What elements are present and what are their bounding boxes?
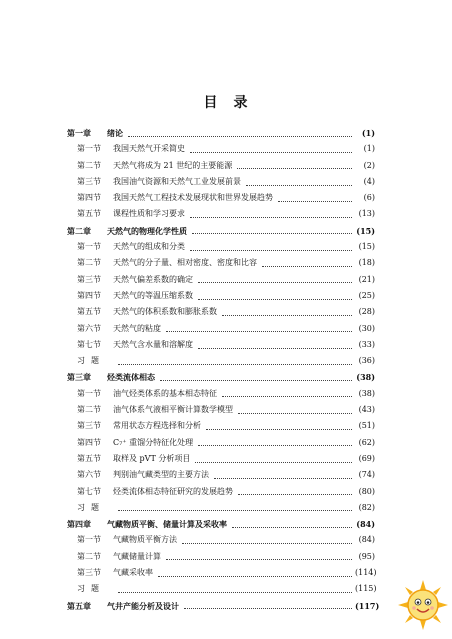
toc-dot-leader <box>246 179 352 186</box>
toc-entry-number: 第二章 <box>67 225 91 236</box>
toc-entry-number: 第六节 <box>77 323 101 333</box>
toc-dot-leader <box>232 521 352 528</box>
toc-entry-title: 气藏物质平衡方法 <box>113 535 177 545</box>
toc-entry-title: 气藏储量计算 <box>113 551 161 561</box>
toc-dot-leader <box>198 293 352 300</box>
toc-page-number: (82) <box>358 502 375 512</box>
toc-exercise-row <box>67 500 375 516</box>
smiling-sun-icon <box>398 580 448 630</box>
toc-page-number: (38) <box>358 388 375 398</box>
toc-page-number: (21) <box>358 274 375 284</box>
toc-page-number: (15) <box>356 225 375 236</box>
toc-section-row <box>67 288 375 304</box>
toc-page-number: (4) <box>363 176 375 186</box>
toc-page-number: (36) <box>358 356 375 366</box>
toc-entry-title: 取样及 pVT 分析项目 <box>113 453 191 463</box>
toc-dot-leader <box>166 325 352 332</box>
toc-entry-title: 我国油气资源和天然气工业发展前景 <box>113 176 241 186</box>
toc-dot-leader <box>192 227 352 234</box>
toc-exercise-row <box>67 581 375 597</box>
toc-chapter-row <box>67 223 375 239</box>
toc-page-number: (80) <box>358 486 375 496</box>
toc-entry-number: 第二节 <box>77 405 101 415</box>
toc-entry-title: 我国天然气工程技术发展现状和世界发展趋势 <box>113 193 273 203</box>
toc-dot-leader <box>118 358 352 365</box>
toc-page-number: (2) <box>363 160 375 170</box>
toc-entry-title: 天然气的分子量、相对密度、密度和比容 <box>113 258 257 268</box>
toc-entry-title: 油气烃类体系的基本相态特征 <box>113 388 217 398</box>
toc-page-number: (84) <box>356 519 375 530</box>
toc-dot-leader <box>190 211 352 218</box>
toc-section-row <box>67 141 375 157</box>
toc-dot-leader <box>238 407 352 414</box>
toc-entry-number: 第三节 <box>77 421 101 431</box>
toc-entry-number: 第一节 <box>77 242 101 252</box>
toc-dot-leader <box>238 488 352 495</box>
toc-chapter-row <box>67 125 375 141</box>
toc-entry-title: 天然气的等温压缩系数 <box>113 290 193 300</box>
toc-section-row <box>67 532 375 548</box>
toc-dot-leader <box>206 423 352 430</box>
toc-entry-title: 天然气的粘度 <box>113 323 161 333</box>
toc-section-row <box>67 402 375 418</box>
toc-dot-leader <box>158 570 352 577</box>
toc-page-number: (18) <box>358 258 375 268</box>
toc-dot-leader <box>182 537 352 544</box>
toc-dot-leader <box>278 195 352 202</box>
toc-dot-leader <box>118 504 352 511</box>
toc-page-number: (33) <box>358 339 375 349</box>
toc-entry-title: 课程性质和学习要求 <box>113 209 185 219</box>
toc-entry-title: 油气体系气液相平衡计算数学模型 <box>113 405 233 415</box>
toc-dot-leader <box>222 390 352 397</box>
toc-dot-leader <box>166 553 352 560</box>
toc-section-row <box>67 435 375 451</box>
toc-entry-number: 第五节 <box>77 307 101 317</box>
toc-dot-leader <box>214 472 352 479</box>
toc-page-number: (13) <box>358 209 375 219</box>
toc-dot-leader <box>128 130 352 137</box>
toc-entry-number: 第四节 <box>77 437 101 447</box>
toc-entry-title: 天然气含水量和溶解度 <box>113 339 193 349</box>
toc-dot-leader <box>198 439 352 446</box>
toc-section-row <box>67 321 375 337</box>
toc-section-row <box>67 451 375 467</box>
toc-entry-title: 烃类流体相态特征研究的发展趋势 <box>113 486 233 496</box>
toc-dot-leader <box>222 309 352 316</box>
toc-page-number: (51) <box>358 421 375 431</box>
toc-exercise-row <box>67 353 375 369</box>
toc-page-number: (25) <box>358 290 375 300</box>
toc-entry-title: 天然气的物理化学性质 <box>107 225 187 236</box>
toc-page-number: (69) <box>358 453 375 463</box>
toc-entry-title: 我国天然气开采简史 <box>113 144 185 154</box>
toc-entry-title: 常用状态方程选择和分析 <box>113 421 201 431</box>
toc-page-number: (95) <box>358 551 375 561</box>
toc-entry-number: 第一节 <box>77 144 101 154</box>
toc-entry-number: 第四节 <box>77 290 101 300</box>
toc-page-number: (1) <box>361 128 375 138</box>
toc-page-number: (15) <box>358 242 375 252</box>
toc-entry-title: 天然气将成为 21 世纪的主要能源 <box>113 160 233 170</box>
toc-entry-number: 第二节 <box>77 258 101 268</box>
toc-entry-number: 第三节 <box>77 274 101 284</box>
toc-page-number: (114) <box>355 568 377 578</box>
toc-entry-title: 天然气偏差系数的确定 <box>113 274 193 284</box>
toc-entry-number: 第一章 <box>67 128 91 138</box>
toc-entry-title: 绪论 <box>107 128 123 138</box>
toc-section-row <box>67 565 375 581</box>
toc-entry-number: 习题 <box>77 356 105 366</box>
toc-section-row <box>67 418 375 434</box>
toc-dot-leader <box>195 456 352 463</box>
toc-chapter-row <box>67 369 375 385</box>
toc-dot-leader <box>237 162 352 169</box>
toc-dot-leader <box>198 276 352 283</box>
toc-page-number: (1) <box>363 144 375 154</box>
toc-section-row <box>67 304 375 320</box>
toc-entry-title: 天然气的体积系数和膨胀系数 <box>113 307 217 317</box>
toc-dot-leader <box>262 260 352 267</box>
toc-section-row <box>67 158 375 174</box>
toc-dot-leader <box>118 586 352 593</box>
toc-section-row <box>67 549 375 565</box>
toc-dot-leader <box>198 342 352 349</box>
toc-chapter-row <box>67 516 375 532</box>
table-of-contents <box>67 125 380 614</box>
toc-page-number: (28) <box>358 307 375 317</box>
toc-section-row <box>67 190 375 206</box>
toc-entry-number: 第五章 <box>67 600 91 611</box>
toc-section-row <box>67 174 375 190</box>
toc-entry-number: 第五节 <box>77 209 101 219</box>
toc-entry-number: 第四节 <box>77 193 101 203</box>
toc-dot-leader <box>190 244 352 251</box>
toc-page-number: (62) <box>358 437 375 447</box>
toc-section-row <box>67 272 375 288</box>
toc-section-row <box>67 206 375 222</box>
toc-section-row <box>67 386 375 402</box>
toc-entry-title: C₇⁺ 重馏分特征化处理 <box>113 437 194 447</box>
toc-page-number: (84) <box>358 535 375 545</box>
toc-entry-number: 习题 <box>77 502 105 512</box>
toc-entry-number: 习题 <box>77 584 105 594</box>
page-title: 目 录 <box>203 95 249 111</box>
toc-entry-number: 第六节 <box>77 470 101 480</box>
toc-section-row <box>67 337 375 353</box>
toc-entry-number: 第四章 <box>67 519 91 530</box>
toc-entry-number: 第一节 <box>77 535 101 545</box>
toc-entry-number: 第一节 <box>77 388 101 398</box>
toc-entry-title: 判别油气藏类型的主要方法 <box>113 470 209 480</box>
toc-section-row <box>67 467 375 483</box>
toc-entry-title: 气井产能分析及设计 <box>107 600 179 611</box>
toc-page-number: (6) <box>363 193 375 203</box>
toc-entry-number: 第三章 <box>67 372 91 383</box>
toc-entry-title: 气藏物质平衡、储量计算及采收率 <box>107 519 227 530</box>
toc-entry-title: 烃类流体相态 <box>107 372 155 383</box>
toc-section-row <box>67 484 375 500</box>
toc-chapter-row <box>67 598 380 614</box>
toc-entry-number: 第三节 <box>77 568 101 578</box>
toc-section-row <box>67 239 375 255</box>
toc-page-number: (115) <box>355 584 377 594</box>
toc-entry-title: 气藏采收率 <box>113 568 153 578</box>
toc-dot-leader <box>184 602 352 609</box>
toc-section-row <box>67 255 375 271</box>
toc-page-number: (117) <box>355 600 380 611</box>
toc-page-number: (74) <box>358 470 375 480</box>
toc-dot-leader <box>160 374 352 381</box>
toc-entry-number: 第二节 <box>77 551 101 561</box>
toc-page-number: (30) <box>358 323 375 333</box>
toc-entry-number: 第三节 <box>77 176 101 186</box>
toc-page-number: (43) <box>358 405 375 415</box>
toc-entry-title: 天然气的组成和分类 <box>113 242 185 252</box>
toc-entry-number: 第七节 <box>77 339 101 349</box>
toc-dot-leader <box>190 146 352 153</box>
toc-entry-number: 第五节 <box>77 453 101 463</box>
toc-page-number: (38) <box>356 372 375 383</box>
toc-entry-number: 第二节 <box>77 160 101 170</box>
toc-entry-number: 第七节 <box>77 486 101 496</box>
